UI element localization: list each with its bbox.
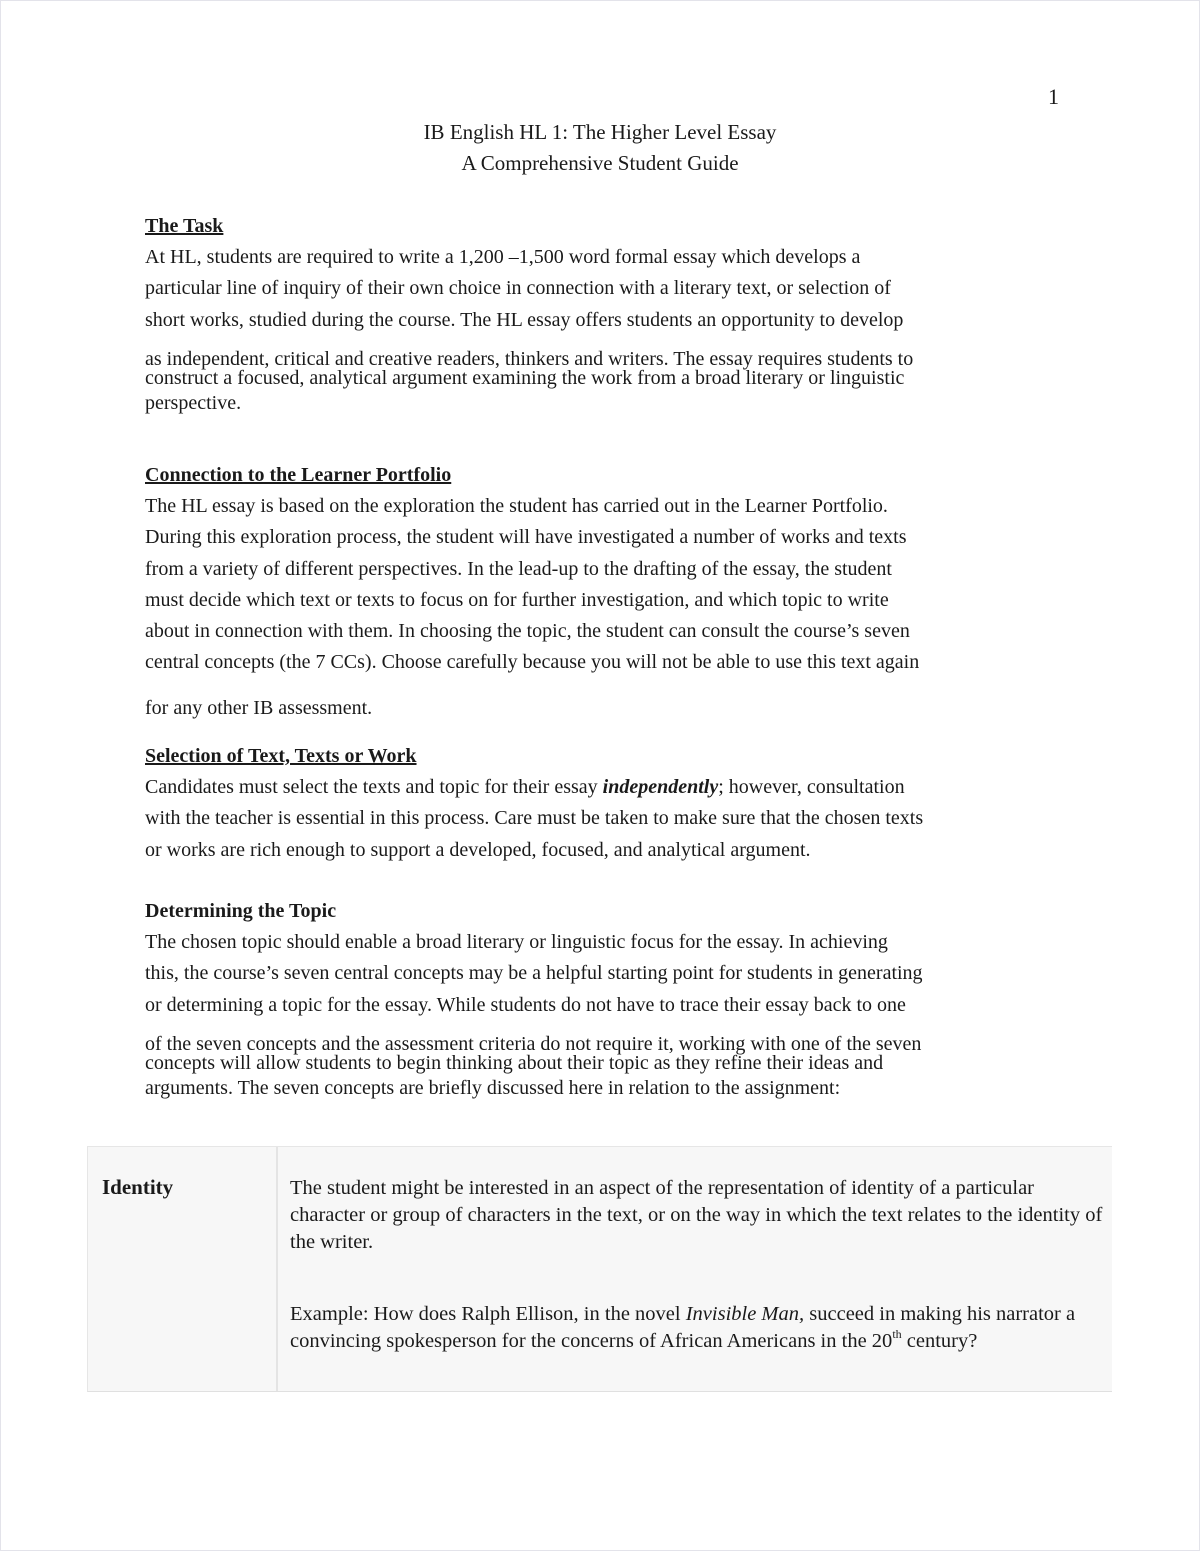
text-run: Example: How does Ralph Ellison, in the novel [290,1303,686,1325]
section-heading: Determining the Topic [145,900,337,922]
text-line: central concepts (the 7 CCs). Choose carefully because you will not be able to use this text again [145,651,920,674]
table-column-divider [276,1147,278,1391]
section-heading: Connection to the Learner Portfolio [145,464,452,486]
title-line-1: IB English HL 1: The Higher Level Essay [423,120,777,144]
text-run: succeed in making his narrator a convincing spokesperson for the concerns of African Americans in the 20 [290,1303,1076,1352]
paragraph [145,242,1065,419]
text-line: or determining a topic for the essay. While students do not have to trace their essay back to one [145,993,906,1016]
text-line: must decide which text or texts to focus on for further investigation, and which topic to write [145,588,889,611]
section-heading: The Task [145,215,224,237]
text-line: The HL essay is based on the exploration the student has carried out in the Learner Portfolio. [145,495,888,517]
concept-description: The student might be interested in an aspect of the representation of identity of a particular character or group of characters in the text, or on the way in which the text relates to the identity of the writer. [290,1177,1103,1253]
concepts-table [87,1146,1112,1392]
concept-name: Identity [102,1175,174,1199]
text-run: ; however, consultation [718,776,905,798]
section-determining-topic [145,896,1065,1104]
paragraph [145,491,1065,724]
text-line: of the seven concepts and the assessment criteria do not require it, working with one of the seven [145,1032,922,1055]
text-line: arguments. The seven concepts are briefly discussed here in relation to the assignment: [145,1076,841,1099]
section-selection [145,741,1065,866]
text-line: particular line of inquiry of their own choice in connection with a literary text, or selection of [145,277,891,300]
text-line: about in connection with them. In choosing the topic, the student can consult the course’s seven [145,620,910,643]
section-heading: Selection of Text, Texts or Work [145,745,417,767]
text-line: for any other IB assessment. [145,696,373,719]
text-line: from a variety of different perspectives. In the lead-up to the drafting of the essay, the student [145,557,892,580]
text-line [145,772,1065,803]
text-line: or works are rich enough to support a developed, focused, and analytical argument. [145,838,811,861]
emphasis-text: independently [602,776,719,798]
text-line: short works, studied during the course. The HL essay offers students an opportunity to develop [145,308,904,331]
text-run: century? [901,1330,978,1352]
paragraph [145,927,1065,1104]
text-line: as independent, critical and creative readers, thinkers and writers. The essay requires students to [145,347,914,370]
title-line-2: A Comprehensive Student Guide [461,151,739,175]
concept-example [290,1301,1105,1355]
text-line: perspective. [145,391,242,414]
section-learner-portfolio [145,460,1065,724]
work-title: Invisible Man, [685,1303,805,1325]
text-line: At HL, students are required to write a 1,200 –1,500 word formal essay which develops a [145,246,861,268]
text-line: concepts will allow students to begin thinking about their topic as they refine their ideas and [145,1051,884,1074]
text-line: During this exploration process, the student will have investigated a number of works and texts [145,526,907,549]
ordinal-suffix: th [892,1327,902,1341]
text-line: this, the course’s seven central concepts may be a helpful starting point for students in generating [145,962,923,985]
section-the-task [145,211,1065,419]
page-number: 1 [1048,84,1059,109]
text-run: Candidates must select the texts and topic for their essay [145,776,603,798]
text-line: with the teacher is essential in this process. Care must be taken to make sure that the chosen texts [145,807,924,830]
text-line: construct a focused, analytical argument examining the work from a broad literary or linguistic [145,366,905,389]
text-line: The chosen topic should enable a broad literary or linguistic focus for the essay. In achieving [145,931,888,953]
paragraph [145,772,1065,866]
document-title [0,117,1200,179]
